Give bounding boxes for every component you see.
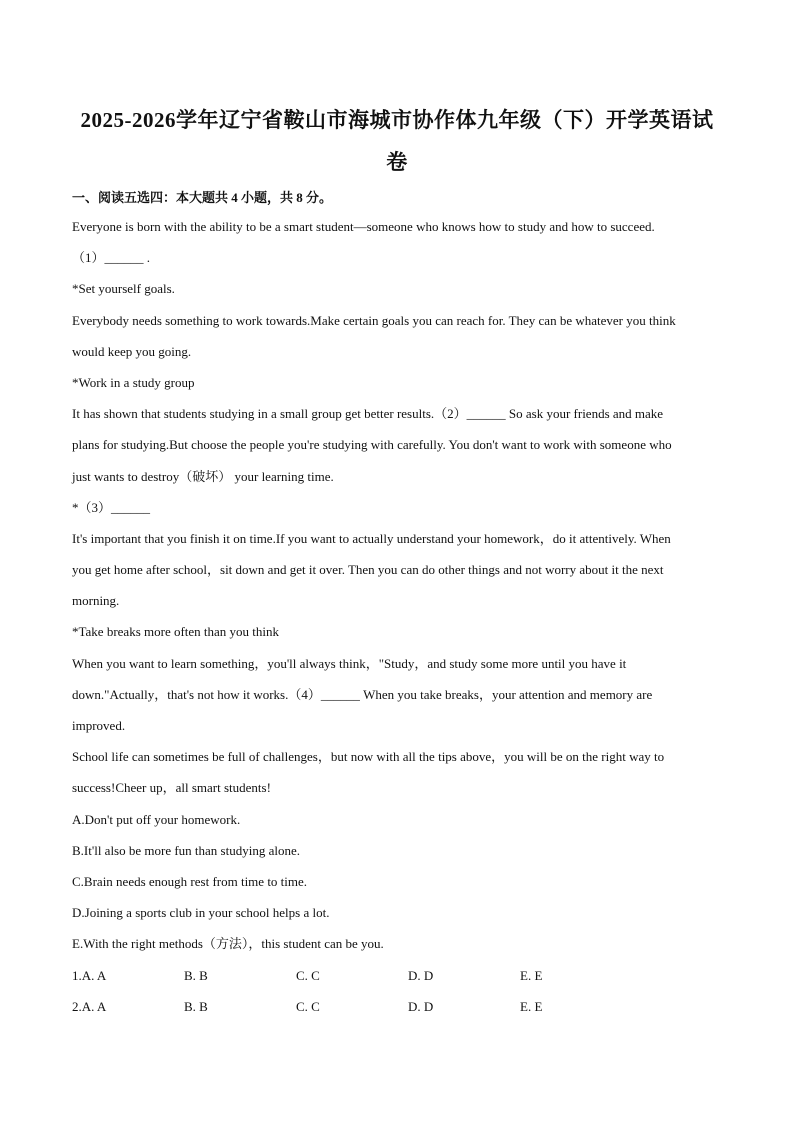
- option-label: A. A: [81, 998, 107, 1014]
- question-number: 1.: [72, 967, 82, 983]
- passage-line: When you want to learn something，you'll always think，"Study，and study some more until you have it: [72, 655, 627, 671]
- question-2-option-b[interactable]: B. B: [184, 998, 208, 1014]
- section-heading: 一、阅读五选四：本大题共 4 小题，共 8 分。: [72, 190, 333, 205]
- passage-line: It has shown that students studying in a small group get better results.（2）______ So ask your friends and make: [72, 406, 664, 422]
- exam-title-line-1: 2025-2026学年辽宁省鞍山市海城市协作体九年级（下）开学英语试: [80, 108, 714, 132]
- passage-line: just wants to destroy（破坏） your learning time.: [72, 468, 334, 484]
- question-1-option-a[interactable]: [72, 960, 106, 991]
- question-1-option-b[interactable]: B. B: [184, 967, 208, 983]
- question-1-option-c[interactable]: C. C: [296, 967, 320, 983]
- passage-line: Everybody needs something to work towards.Make certain goals you can reach for. They can be whatever you think: [72, 312, 676, 328]
- question-2-option-c[interactable]: C. C: [296, 998, 320, 1014]
- passage-line: you get home after school，sit down and get it over. Then you can do other things and not worry about it the next: [72, 562, 664, 578]
- passage-line: success!Cheer up，all smart students!: [72, 780, 271, 796]
- passage-line: *Take breaks more often than you think: [72, 624, 280, 640]
- passage-line: （1）______ .: [72, 250, 151, 266]
- option-sentence-b: B.It'll also be more fun than studying alone.: [72, 842, 300, 858]
- passage-line: Everyone is born with the ability to be a smart student—someone who knows how to study and how to succeed.: [72, 219, 655, 234]
- passage-line: would keep you going.: [72, 343, 192, 359]
- passage-line: *（3）______: [72, 499, 151, 515]
- passage-line: School life can sometimes be full of challenges，but now with all the tips above，you will be on the right way to: [72, 749, 665, 765]
- option-label: A. A: [81, 967, 107, 983]
- passage-line: *Set yourself goals.: [72, 281, 175, 297]
- question-2-option-d[interactable]: D. D: [408, 998, 434, 1014]
- passage-line: morning.: [72, 593, 120, 609]
- option-sentence-c: C.Brain needs enough rest from time to time.: [72, 873, 308, 889]
- question-1-option-e[interactable]: E. E: [520, 967, 543, 983]
- passage-line: plans for studying.But choose the people you're studying with carefully. You don't want to work with someone who: [72, 437, 672, 453]
- exam-title-line-2: 卷: [386, 150, 408, 174]
- option-sentence-a: A.Don't put off your homework.: [72, 811, 241, 827]
- question-2-option-a[interactable]: [72, 991, 106, 1022]
- passage-line: *Work in a study group: [72, 374, 195, 390]
- passage-line: improved.: [72, 718, 126, 733]
- passage-line: It's important that you finish it on time.If you want to actually understand your homework，do it attentively. When: [72, 530, 671, 546]
- passage-line: down."Actually，that's not how it works.（4）______ When you take breaks，your attention and memory are: [72, 686, 653, 702]
- question-1-options: [72, 960, 732, 991]
- passage-body: [72, 211, 732, 1022]
- option-sentence-e: E.With the right methods（方法），this student can be you.: [72, 936, 384, 952]
- question-1-option-d[interactable]: D. D: [408, 967, 434, 983]
- question-2-option-e[interactable]: E. E: [520, 998, 543, 1014]
- option-sentence-d: D.Joining a sports club in your school helps a lot.: [72, 905, 330, 921]
- question-2-options: [72, 991, 732, 1022]
- question-number: 2.: [72, 998, 82, 1014]
